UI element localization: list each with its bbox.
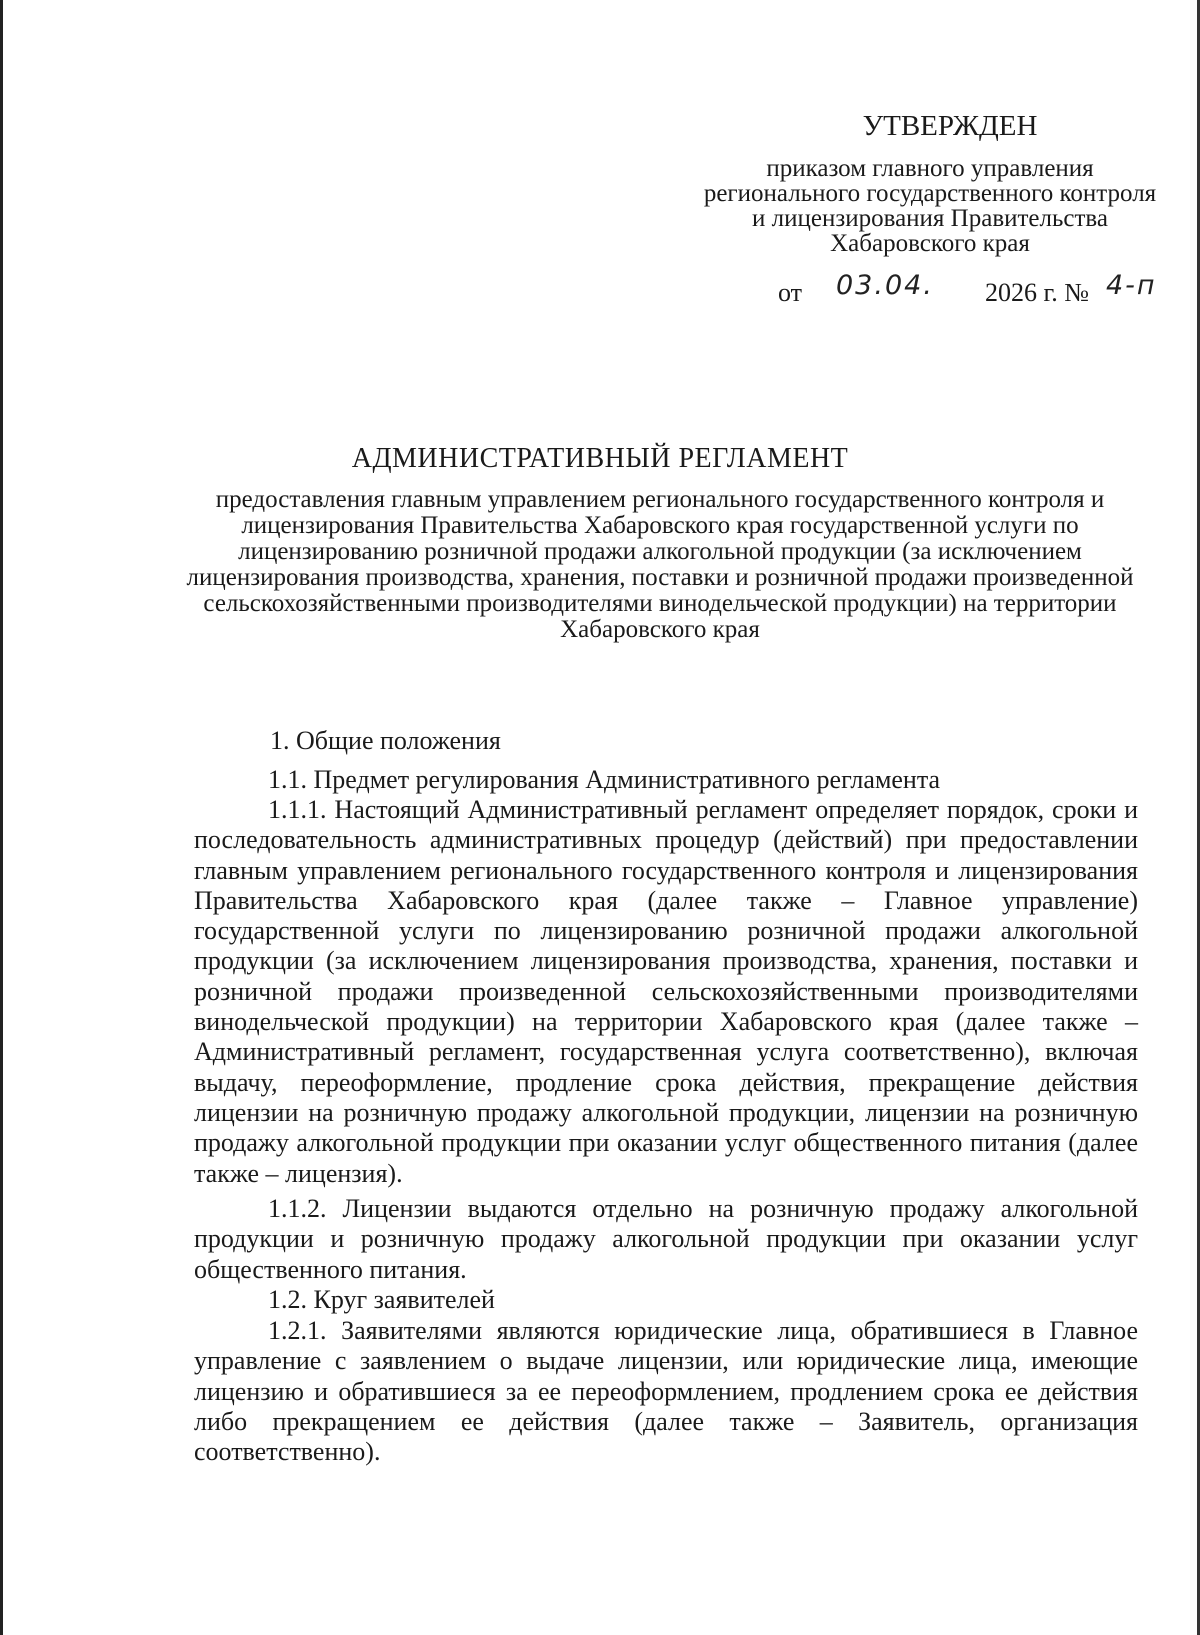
approval-date-line [778, 272, 1178, 312]
paragraph-1-1-2: 1.1.2. Лицензии выдаются отдельно на розничную продажу алкогольной продукции и розничную продажу алкогольной продукции при оказании услуг общественного питания. [194, 1194, 1138, 1284]
handwritten-order-number: 4-п [1106, 270, 1157, 301]
scan-edge-left [0, 0, 3, 1635]
paragraph-1-1-1: 1.1.1. Настоящий Административный регламент определяет порядок, сроки и последовательность административных процедур (действий) при предоставлении главным управлением регионального государственного контроля и лицензирования Правительства Хабаровского края (далее также – Главное управление) государственной услуги по лицензированию розничной продажи алкогольной продукции (за исключением лицензирования производства, хранения, поставки и розничной продажи произведенной сельскохозяйственными производителями винодельческой продукции) на территории Хабаровского края (далее также – Административный регламент, государственная услуга соответственно), включая выдачу, переоформление, продление срока действия, прекращение действия лицензии на розничную продажу алкогольной продукции, лицензии на розничную продажу алкогольной продукции при оказании услуг общественного питания (далее также – лицензия). [194, 795, 1138, 1188]
handwritten-date: 03.04. [836, 270, 934, 301]
subsection-1-2-heading: 1.2. Круг заявителей [268, 1285, 495, 1314]
approved-heading: УТВЕРЖДЕН [862, 110, 1038, 142]
approval-block [700, 108, 1160, 256]
document-title: АДМИНИСТРАТИВНЫЙ РЕГЛАМЕНТ [351, 443, 849, 474]
approval-order-text: приказом главного управления регионального государственного контроля и лицензирования Правительства Хабаровского края [703, 155, 1157, 257]
document-subtitle: предоставления главным управлением регионального государственного контроля и лицензирования Правительства Хабаровского края государственной услуги по лицензированию розничной продажи алкогольной продукции (за исключением лицензирования производства, хранения, поставки и розничной продажи произведенной сельскохозяйственными производителями винодельческой продукции) на территории Хабаровского края [186, 486, 1134, 643]
year-number-label: 2026 г. № [985, 278, 1090, 307]
date-prefix: от [778, 278, 803, 307]
paragraph-1-2-1: 1.2.1. Заявителями являются юридические лица, обратившиеся в Главное управление с заявлением о выдаче лицензии, или юридические лица, имеющие лицензию и обратившиеся за ее переоформлением, продлением срока ее действия либо прекращением ее действия (далее также – Заявитель, организация соответственно). [194, 1316, 1138, 1467]
section-general-provisions: 1. Общие положения [270, 726, 501, 755]
subsection-1-1-heading: 1.1. Предмет регулирования Административного регламента [268, 765, 941, 794]
